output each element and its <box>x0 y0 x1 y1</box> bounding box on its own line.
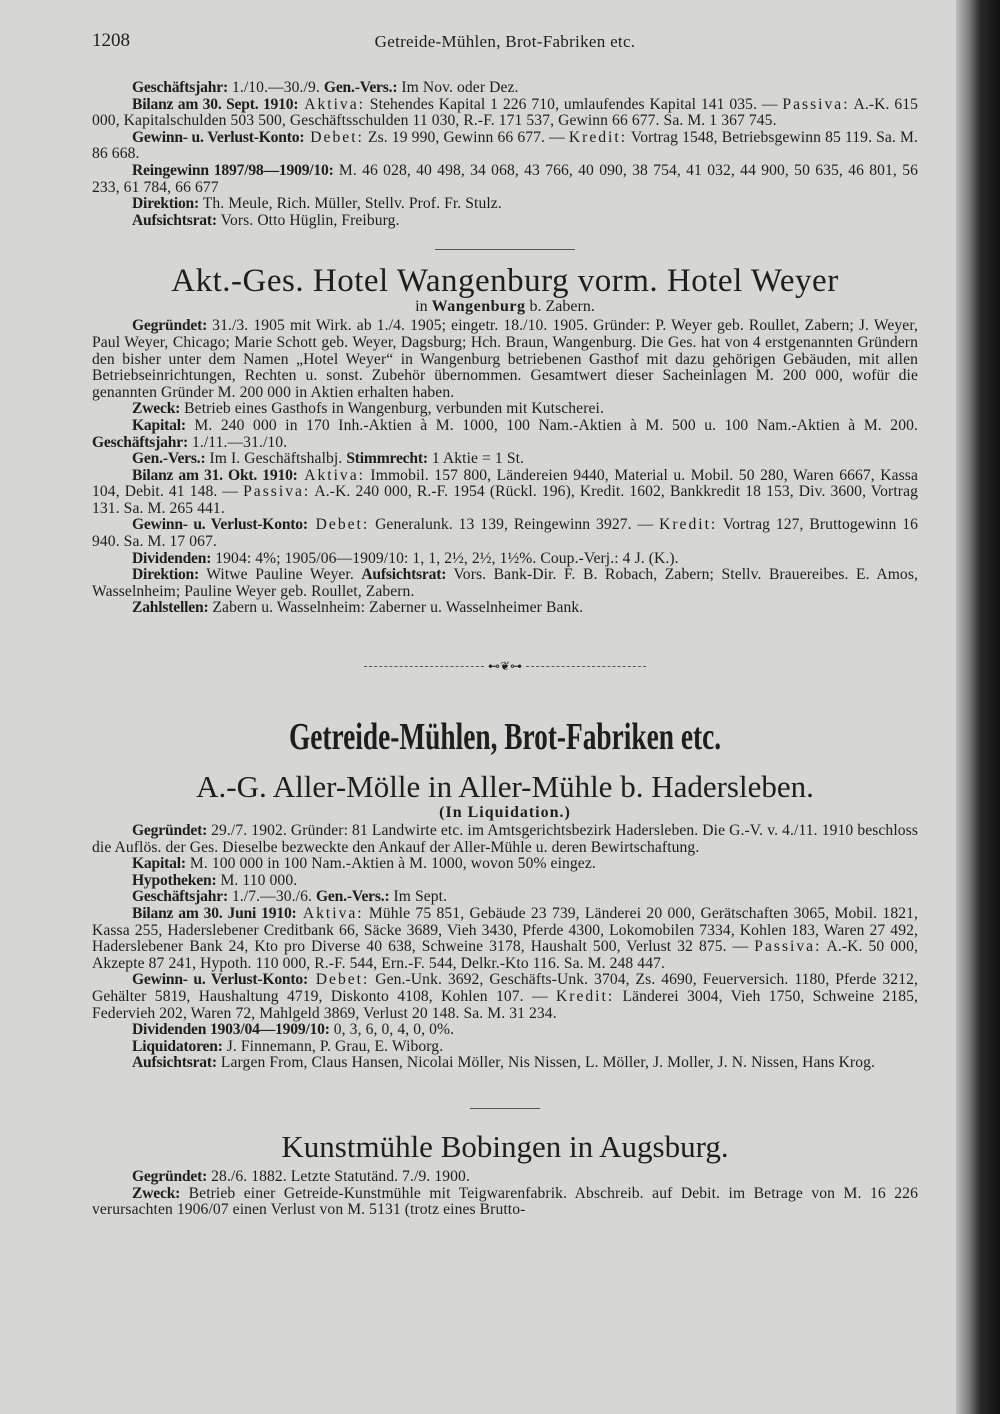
paragraph <box>92 130 918 163</box>
field-label: Zahlstellen: <box>132 599 209 617</box>
field-text: 1./11.—31./10. <box>187 433 288 451</box>
entry-previous-company <box>92 80 918 229</box>
field-label: Bilanz am 30. Juni 1910: <box>132 905 297 922</box>
entry-title-hotel-wangenburg: Akt.-Ges. Hotel Wangenburg vorm. Hotel Weyer <box>171 263 839 300</box>
field-text: Mühle 75 851, Gebäude 23 739, Länderei 20 000, Gerätschaften 3065, Mobil. 1821, Kassa 255, Haderslebener Creditbank 66, Säcke 3689, Vieh 3430, Pferde 4300, Lokomobilen 7334, Kohlen 183, Waren 27 492, Haderslebener Bank 24, Kto pro Diverse 40 638, Schweine 3178, Haushalt 500, Verlust 32 875. — <box>92 905 919 956</box>
paragraph <box>92 418 918 451</box>
category-heading: Getreide-Mühlen, Brot-Fabriken etc. <box>288 716 722 759</box>
field-label: Geschäftsjahr: <box>132 888 228 906</box>
location-place: Wangenburg <box>431 298 526 316</box>
field-label: Gegründet: <box>132 822 208 840</box>
field-text: M. 46 028, 40 498, 34 068, 43 766, 40 090, 38 754, 41 032, 44 900, 50 635, 46 801, 56 233, 61 784, 66 677 <box>92 161 918 196</box>
entry-title-aller-moelle: A.-G. Aller-Mölle in Aller-Mühle b. Hadersleben. <box>196 769 814 805</box>
field-text: A.-K. 615 000, Kapitalschulden 503 500, Geschäftsschulden 11 030, R.-F. 171 537, Gewinn 66 677. Sa. M. 1 367 745. <box>92 95 919 130</box>
field-label: Gegründet: <box>132 1167 208 1185</box>
paragraph <box>92 856 918 873</box>
field-text: Betrieb einer Getreide-Kunstmühle mit Teigwarenfabrik. Abschreib. auf Debit. im Betrage von M. 16 226 verursachten 1906/07 einen Verlust von M. 5131 (trotz eines Brutto- <box>92 1184 918 1219</box>
paragraph <box>92 451 918 468</box>
entry-title-kunstmuehle-bobingen: Kunstmühle Bobingen in Augsburg. <box>281 1128 729 1164</box>
spaced-label: Kredit: <box>659 516 718 534</box>
field-text: 1./7.—30./6. <box>227 888 316 906</box>
field-text: Im I. Geschäftshalbj. <box>205 450 347 468</box>
paragraph <box>92 517 918 550</box>
paragraph <box>92 97 918 130</box>
field-text: 1904: 4%; 1905/06—1909/10: 1, 1, 2½, 2½, 1½%. Coup.-Verj.: 4 J. (K.). <box>211 549 679 567</box>
field-label: Aufsichtsrat: <box>132 211 217 229</box>
field-label: Geschäftsjahr: <box>132 79 228 96</box>
field-text: Länderei 3004, Vieh 1750, Schweine 2185, Federvieh 202, Waren 72, Mahlgeld 3869, Verlust 20 148. Sa. M. 31 234. <box>92 987 919 1022</box>
paragraph <box>92 567 918 600</box>
field-text: Im Sept. <box>389 888 448 906</box>
field-text: 29./7. 1902. Gründer: 81 Landwirte etc. im Amtsgerichtsbezirk Hadersleben. Die G.-V. v. 4./11. 1910 beschloss die Auflös. der Ges. Dieselbe bezweckte den Ankauf der Aller-Mühle u. deren Bewirtschaftung. <box>92 822 918 856</box>
field-label: Gen.-Vers.: <box>323 79 398 96</box>
field-label: Zweck: <box>132 400 181 418</box>
paragraph <box>92 551 918 568</box>
spaced-label: Passiva: <box>782 95 850 113</box>
spaced-label: Passiva: <box>243 483 311 501</box>
field-text: Generalunk. 13 139, Reingewinn 3927. — <box>369 516 660 534</box>
field-label: Direktion: <box>132 566 200 584</box>
field-text: 1 Aktie = 1 St. <box>427 450 525 468</box>
field-label: Geschäftsjahr: <box>92 433 188 451</box>
field-text: Largen From, Claus Hansen, Nicolai Möller, Nis Nissen, L. Möller, J. Moller, J. N. Nissen, Hans Krog. <box>216 1054 876 1072</box>
field-text: Vors. Bank-Dir. F. B. Robach, Zabern; Stellv. Brauereibes. E. Amos, Wasselnheim; Pauline Weyer geb. Roullet, Zabern. <box>92 566 918 600</box>
field-text: Gen.-Unk. 3692, Geschäfts-Unk. 3704, Zs. 4690, Feuerversich. 1180, Pferde 3212, Gehälter 5819, Haushaltung 4719, Diskonto 4108, Kohlen 107. — <box>92 971 918 1005</box>
field-label: Gen.-Vers.: <box>316 888 390 906</box>
spaced-label: Passiva: <box>754 938 822 956</box>
spaced-label: Kredit: <box>555 987 615 1005</box>
field-text: Th. Meule, Rich. Müller, Stellv. Prof. Fr. Stulz. <box>199 195 502 213</box>
entry-hotel-wangenburg <box>92 318 918 617</box>
paragraph <box>92 1169 918 1186</box>
field-label: Gewinn- u. Verlust-Konto: <box>132 971 308 989</box>
field-label: Bilanz am 31. Okt. 1910: <box>132 466 298 484</box>
paragraph <box>92 906 918 972</box>
field-label: Aufsichtsrat: <box>361 566 447 584</box>
ornament-divider: ⊷❦⊶ <box>92 657 918 673</box>
field-label: Direktion: <box>132 195 200 213</box>
entry-location <box>92 298 918 316</box>
field-text: J. Finnemann, P. Grau, E. Wiborg. <box>222 1037 444 1055</box>
field-text: 28./6. 1882. Letzte Statutänd. 7./9. 1900. <box>207 1167 470 1185</box>
spaced-label: Debet: <box>304 128 364 146</box>
field-text: Betrieb eines Gasthofs in Wangenburg, verbunden mit Kutscherei. <box>180 400 604 418</box>
field-label: Kapital: <box>132 855 186 873</box>
field-text: Stehendes Kapital 1 226 710, umlaufendes Kapital 141 035. — <box>364 95 783 113</box>
field-text: M. 110 000. <box>216 871 298 889</box>
field-text: A.-K. 50 000, Akzepte 87 241, Hypoth. 110 000, R.-F. 544, Ern.-F. 544, Delkr.-Kto 116. Sa. M. 248 447. <box>92 938 918 972</box>
field-label: Aufsichtsrat: <box>132 1054 217 1072</box>
field-label: Bilanz am 30. Sept. 1910: <box>132 95 299 113</box>
paragraph <box>92 196 918 213</box>
field-text: Im Nov. oder Dez. <box>397 79 519 96</box>
field-label: Hypotheken: <box>132 871 217 889</box>
divider-rule <box>470 1108 540 1109</box>
field-label: Gegründet: <box>132 317 208 335</box>
field-text: Zabern u. Wasselnheim: Zaberner u. Wasselnheimer Bank. <box>208 599 584 617</box>
field-label: Dividenden 1903/04—1909/10: <box>132 1021 330 1039</box>
paragraph <box>92 1186 918 1219</box>
paragraph <box>92 1055 918 1072</box>
paragraph <box>92 1022 918 1039</box>
paragraph <box>92 213 918 230</box>
field-text: Vortrag 127, Bruttogewinn 16 940. Sa. M. 17 067. <box>92 516 918 551</box>
field-text: 0, 3, 6, 0, 4, 0, 0%. <box>329 1021 455 1039</box>
spaced-label: Debet: <box>307 971 370 989</box>
paragraph <box>92 468 918 518</box>
field-label: Gewinn- u. Verlust-Konto: <box>132 516 308 534</box>
page-number: 1208 <box>92 30 130 51</box>
entry-kunstmuehle-bobingen <box>92 1169 918 1219</box>
paragraph <box>92 401 918 418</box>
field-text: M. 100 000 in 100 Nam.-Aktien à M. 1000, wovon 50% eingez. <box>185 855 596 873</box>
running-title: Getreide-Mühlen, Brot-Fabriken etc. <box>374 32 636 51</box>
paragraph <box>92 972 918 1022</box>
paragraph <box>92 823 918 856</box>
field-label: Gewinn- u. Verlust-Konto: <box>132 128 305 146</box>
spaced-label: Kredit: <box>568 128 628 146</box>
field-text: Zs. 19 990, Gewinn 66 677. — <box>363 128 569 146</box>
running-header <box>92 30 918 56</box>
field-text: A.-K. 240 000, R.-F. 1954 (Rückl. 196), Kredit. 1602, Bankkredit 18 153, Div. 3600, Vortrag 131. Sa. M. 265 441. <box>92 483 918 517</box>
field-label: Stimmrecht: <box>346 450 428 468</box>
paragraph <box>92 163 918 196</box>
spaced-label: Aktiva: <box>296 905 364 922</box>
paragraph <box>92 873 918 890</box>
entry-aller-moelle <box>92 823 918 1072</box>
spaced-label: Debet: <box>307 516 370 534</box>
spaced-label: Aktiva: <box>298 95 365 113</box>
field-label: Gen.-Vers.: <box>132 450 206 468</box>
field-text: M. 240 000 in 170 Inh.-Aktien à M. 1000, 100 Nam.-Aktien à M. 500 u. 100 Nam.-Aktien à M. 200. <box>185 416 918 434</box>
paragraph <box>92 889 918 906</box>
field-text: Vortrag 1548, Betriebsgewinn 85 119. Sa. M. 86 668. <box>92 128 918 163</box>
field-label: Zweck: <box>132 1184 181 1202</box>
book-binding-edge <box>956 0 1000 1414</box>
field-text: 31./3. 1905 mit Wirk. ab 1./4. 1905; eingetr. 18./10. 1905. Gründer: P. Weyer geb. Roullet, Zabern; J. Weyer, Paul Weyer, Chicago; Marie Schott geb. Weyer, Dagsburg; Hch. Braun, Wangenburg. Die Ges. hat von 4 erstgenannten Gründern den bisher unter dem Namen „Hotel Weyer“ in Wangenburg betriebenen Gasthof mit dazu gehörigen Gebäuden, mit allen Betriebseinrichtungen, Rechten u. sonst. Zubehör übernommen. Gesamtwert dieser Sacheinlagen M. 200 000, wofür die genannten Gründer M. 200 000 in Aktien erhalten haben. <box>92 317 918 401</box>
location-suffix: b. Zabern. <box>525 298 595 316</box>
spaced-label: Aktiva: <box>297 466 365 484</box>
paragraph <box>92 1039 918 1056</box>
location-prefix: in <box>415 298 432 316</box>
field-text: Witwe Pauline Weyer. <box>199 566 362 584</box>
paragraph <box>92 600 918 617</box>
document-page <box>92 30 918 1219</box>
paragraph <box>92 318 918 401</box>
field-text: 1./10.—30./9. <box>227 79 324 96</box>
divider-rule <box>435 249 575 250</box>
liquidation-status: (In Liquidation.) <box>439 804 571 822</box>
field-label: Liquidatoren: <box>132 1037 223 1055</box>
field-text: Immobil. 157 800, Ländereien 9440, Material u. Mobil. 50 280, Waren 6667, Kassa 104, Debit. 41 148. — <box>92 466 918 501</box>
field-label: Dividenden: <box>132 549 212 567</box>
paragraph <box>92 80 918 97</box>
field-text: Vors. Otto Hüglin, Freiburg. <box>216 211 400 229</box>
field-label: Kapital: <box>132 416 186 434</box>
field-label: Reingewinn 1897/98—1909/10: <box>132 161 334 179</box>
